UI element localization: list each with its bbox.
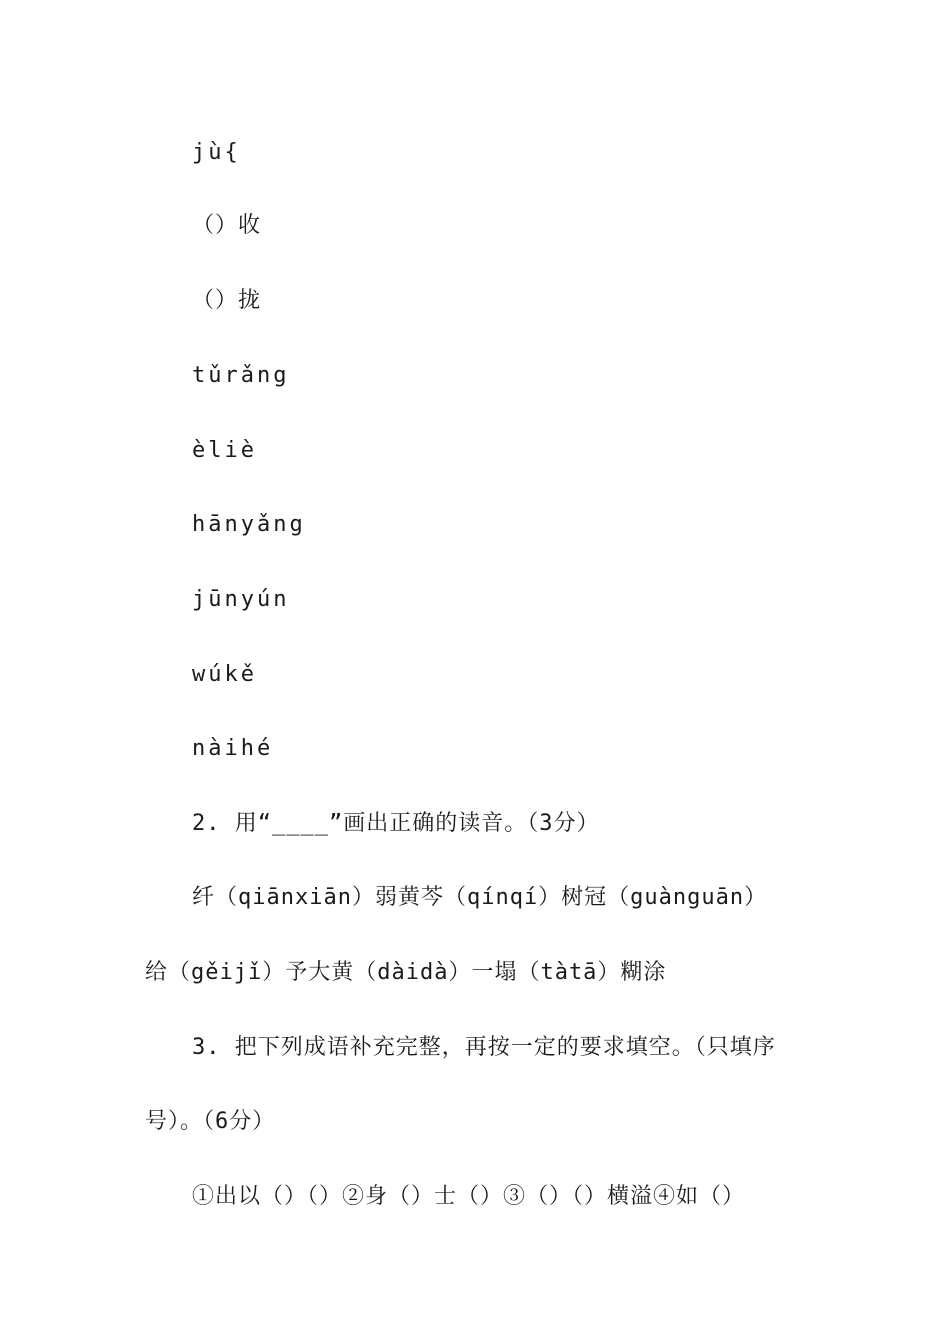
pinyin-elie: èliè [192, 438, 257, 463]
question-2-heading: 2. 用“____”画出正确的读音。（3分） [192, 811, 600, 836]
question-2-line-1: 纤（qiānxiān）弱黄芩（qínqí）树冠（guànguān） [192, 885, 768, 910]
pinyin-junyun: jūnyún [192, 587, 290, 612]
pinyin-turang: tǔrǎng [192, 363, 290, 388]
pinyin-naihe: nàihé [192, 736, 274, 761]
question-3-idioms: ①出以（）（）②身（）士（）③（）（）横溢④如（） [192, 1184, 746, 1209]
pinyin-ju: jù{ [192, 140, 241, 165]
question-3-heading-cont: 号）。（6分） [145, 1109, 276, 1134]
pinyin-wuke: wúkě [192, 662, 257, 687]
pinyin-hanyang: hānyǎng [192, 512, 306, 537]
blank-shou: （）收 [192, 213, 262, 238]
question-2-line-2: 给（gěijǐ）予大黄（dàidà）一塌（tàtā）糊涂 [145, 960, 667, 985]
blank-long: （）拢 [192, 288, 262, 313]
question-3-heading: 3. 把下列成语补充完整，再按一定的要求填空。（只填序 [192, 1035, 776, 1060]
